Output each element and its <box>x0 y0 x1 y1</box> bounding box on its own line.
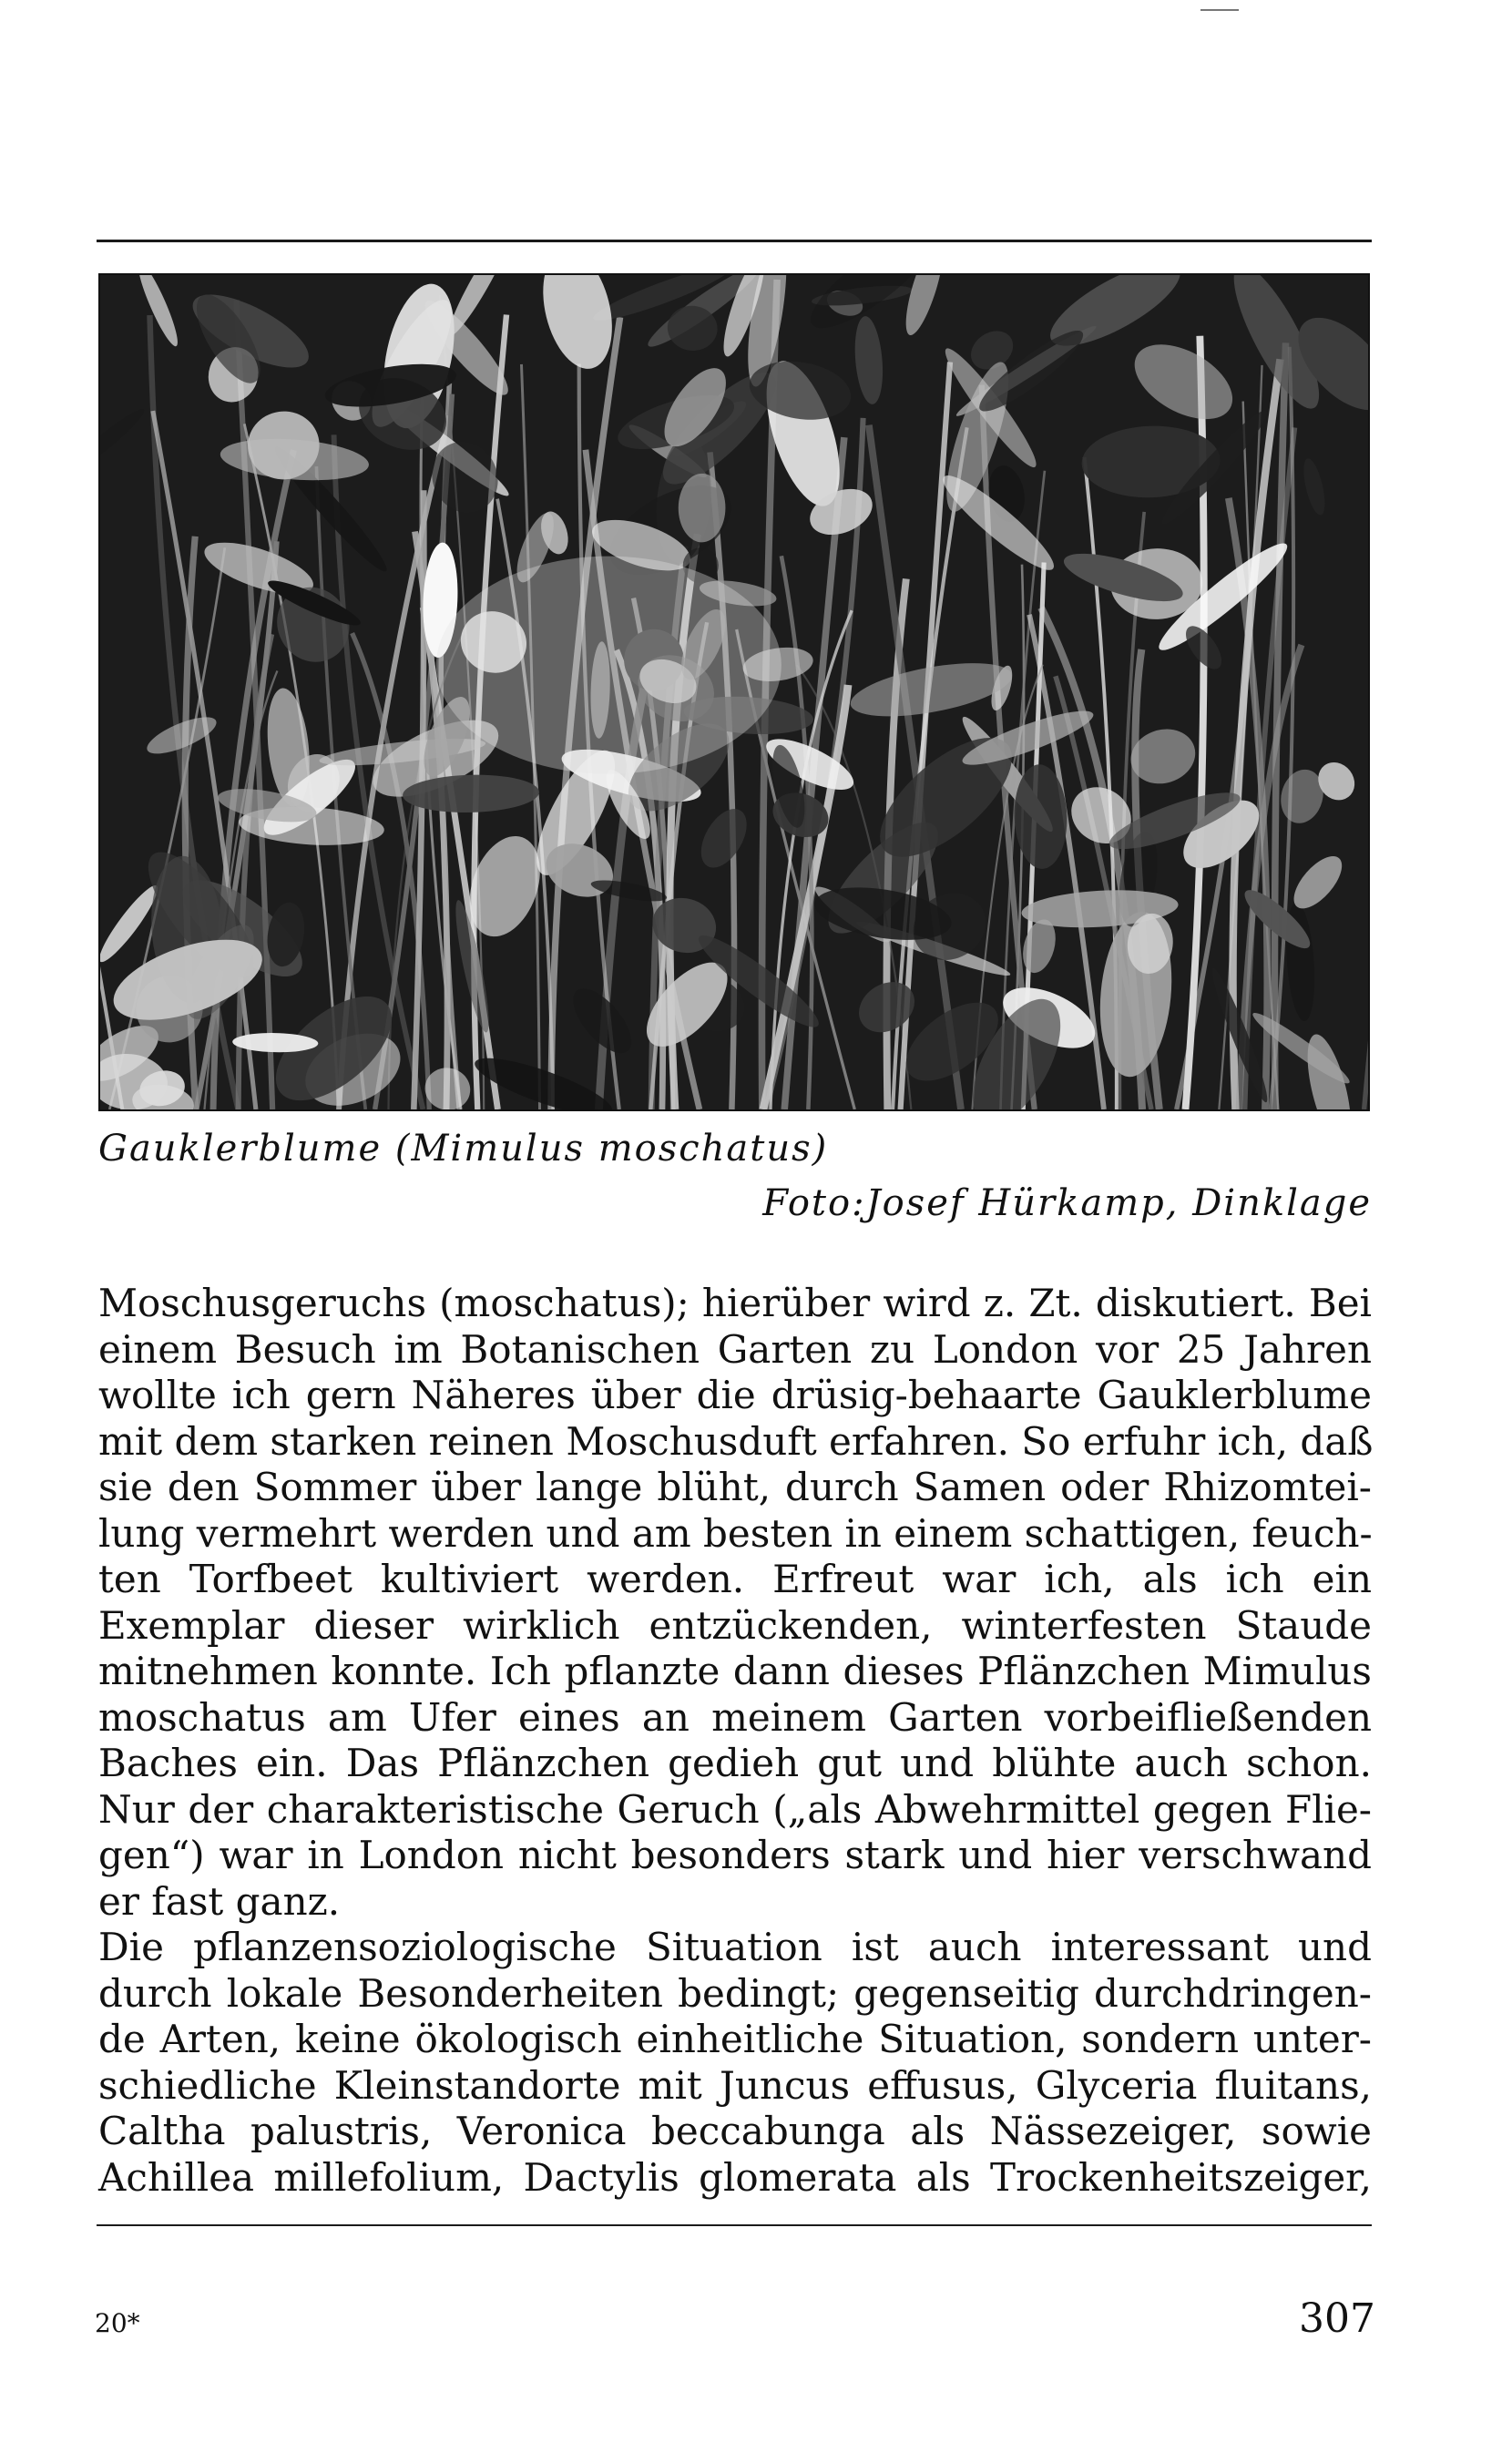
body-line: mitnehmen konnte. Ich pflanzte dann dieses Pflänzchen Mimulus <box>98 1649 1372 1693</box>
body-line: sie den Sommer über lange blüht, durch Samen oder Rhizomtei- <box>98 1465 1372 1509</box>
body-line: gen“) war in London nicht besonders stark und hier verschwand <box>98 1833 1372 1877</box>
body-line: durch lokale Besonderheiten bedingt; gegenseitig durchdringen- <box>98 1970 1372 2016</box>
bottom-rule <box>97 2224 1372 2226</box>
caption-credit: Foto:Josef Hürkamp, Dinklage <box>762 1182 1372 1224</box>
body-line: Moschusgeruchs (moschatus); hierüber wird z. Zt. diskutiert. Bei <box>98 1281 1372 1325</box>
body-line: moschatus am Ufer eines an meinem Garten vorbeifließenden <box>98 1694 1372 1740</box>
page-number: 307 <box>1299 2295 1375 2342</box>
body-line: Exemplar dieser wirklich entzückenden, winterfesten Staude <box>98 1602 1372 1648</box>
body-line: Caltha palustris, Veronica beccabunga als Nässezeiger, sowie <box>98 2109 1372 2153</box>
body-line: einem Besuch im Botanischen Garten zu London vor 25 Jahren <box>98 1326 1372 1372</box>
body-line: mit dem starken reinen Moschusduft erfahren. So erfuhr ich, daß <box>98 1418 1374 1464</box>
body-line: Achillea millefolium, Dactylis glomerata als Trockenheitszeiger, <box>98 2154 1372 2200</box>
body-text <box>98 1281 1372 2201</box>
body-line: schiedliche Kleinstandorte mit Juncus effusus, Glyceria fluitans, <box>98 2062 1372 2108</box>
body-line: er fast ganz. <box>98 1878 341 1924</box>
body-line: lung vermehrt werden und am besten in einem schattigen, feuch- <box>98 1510 1373 1556</box>
caption-title: Gauklerblume (Mimulus moschatus) <box>98 1128 829 1170</box>
foliage-photo-image <box>100 275 1368 1109</box>
body-line: ten Torfbeet kultiviert werden. Erfreut war ich, als ich ein <box>98 1557 1372 1601</box>
body-line: de Arten, keine ökologisch einheitliche Situation, sondern unter- <box>98 2017 1372 2061</box>
corner-mark <box>1200 9 1239 11</box>
body-line: Die pflanzensoziologische Situation ist auch interessant und <box>98 1925 1372 1969</box>
body-line: Baches ein. Das Pflänzchen gedieh gut und blühte auch schon. <box>98 1741 1372 1785</box>
mimulus-photo <box>98 273 1370 1111</box>
body-line: wollte ich gern Näheres über die drüsig-behaarte Gauklerblume <box>98 1373 1372 1417</box>
signature-mark: 20* <box>95 2308 140 2338</box>
top-rule <box>97 240 1372 242</box>
body-line: Nur der charakteristische Geruch („als Abwehrmittel gegen Flie- <box>98 1786 1372 1832</box>
